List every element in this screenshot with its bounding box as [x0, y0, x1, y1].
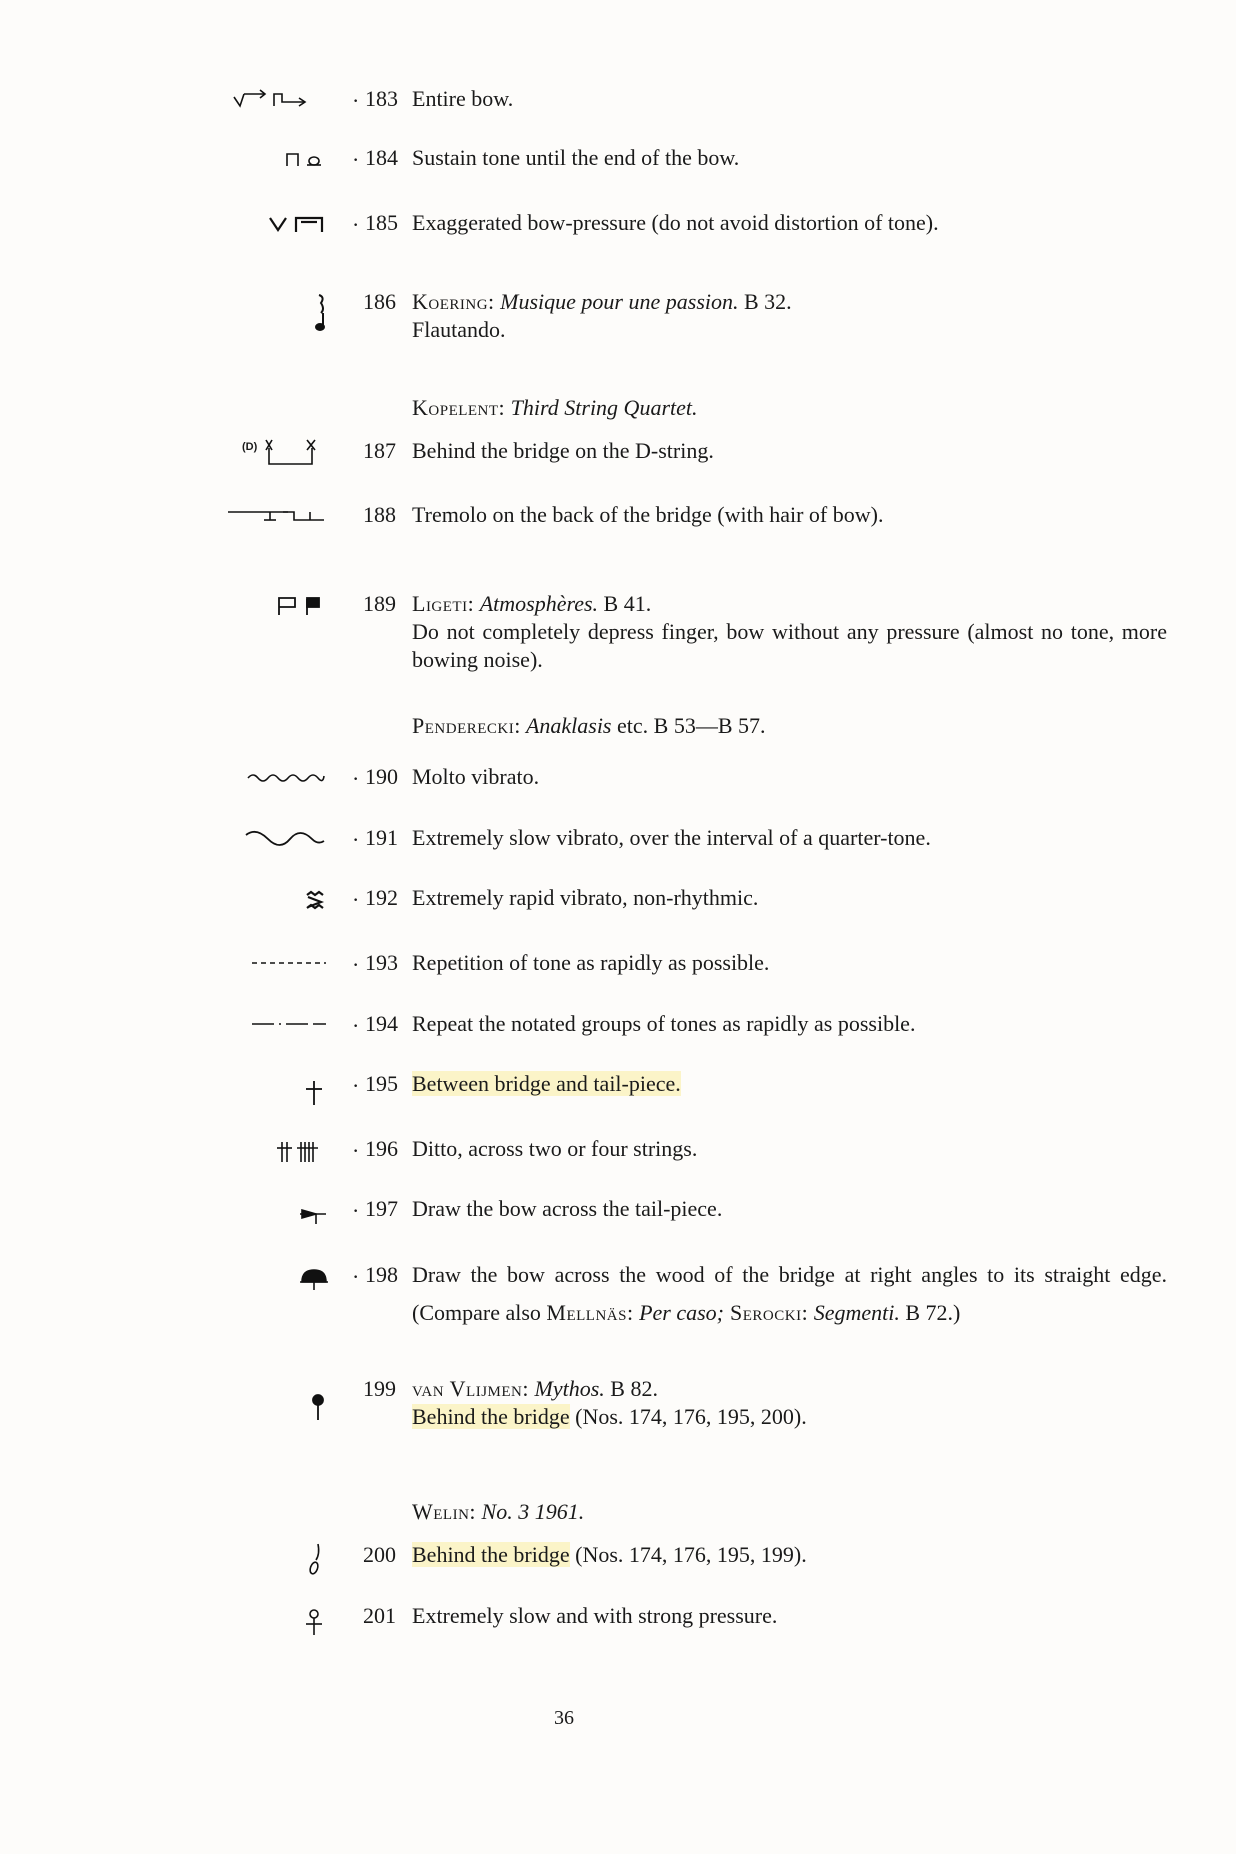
work-title: Mythos. [529, 1376, 605, 1401]
entry-text [412, 1070, 1167, 1098]
description: Draw the bow across the wood of the bridge at right angles to its straight edge. (Compare also [412, 1262, 1167, 1325]
bullet: · [352, 1013, 360, 1038]
entire-bow-symbol-icon [234, 88, 324, 110]
reference: B 32. [738, 289, 792, 314]
description [412, 1403, 1167, 1431]
page-number: 36 [554, 1707, 574, 1729]
dash-dot-line-icon [252, 1021, 326, 1027]
work-title: Segmenti. [808, 1300, 900, 1325]
highlighted-text: Behind the bridge [412, 1542, 570, 1567]
reference: B 72.) [899, 1300, 961, 1325]
description: Do not completely depress finger, bow without any pressure (almost no tone, more bowing noise). [412, 619, 1167, 672]
bow-pressure-icon [268, 212, 328, 234]
section-heading-penderecki [412, 713, 766, 739]
cross-symbol-icon [304, 1081, 324, 1105]
entry-text: Molto vibrato. [412, 764, 540, 789]
entry-text: Exaggerated bow-pressure (do not avoid distortion of tone). [412, 210, 939, 235]
composer: Penderecki: [412, 713, 521, 738]
entry-number: 190 [365, 764, 398, 789]
entry-text [412, 590, 1167, 674]
entry-text [412, 1256, 1167, 1332]
entry-number: 183 [365, 86, 398, 111]
work-title: Atmosphères. [479, 591, 599, 616]
work-title: No. 3 1961. [476, 1499, 585, 1524]
entry-number: 199 [363, 1376, 396, 1401]
description-rest: (Nos. 174, 176, 195, 200). [569, 1404, 807, 1429]
entry-text [412, 288, 1167, 344]
entry-number: 189 [363, 591, 396, 616]
note-stem-symbol-icon [308, 1542, 324, 1578]
entry-number: 196 [365, 1136, 398, 1161]
work-title: Anaklasis [520, 713, 612, 738]
description-rest: (Nos. 174, 176, 195, 199). [569, 1542, 807, 1567]
bullet: · [352, 887, 360, 912]
reference: etc. B 53—B 57. [611, 713, 766, 738]
work-title: Per caso; [633, 1300, 724, 1325]
tremolo-back-of-bridge-icon [228, 504, 328, 524]
description: Flautando. [412, 317, 506, 342]
entry-text [412, 1375, 1167, 1431]
entry-number: 195 [365, 1071, 398, 1096]
citation [412, 1375, 1167, 1403]
entry-number: 201 [363, 1603, 396, 1628]
entry-number: 200 [363, 1542, 396, 1567]
flautando-note-icon [313, 293, 329, 333]
section-heading-welin [412, 1499, 584, 1525]
entry-number: 187 [363, 438, 396, 463]
composer: Ligeti: [412, 591, 475, 616]
down-bow-sustain-icon [286, 149, 326, 169]
composer: Koering: [412, 289, 495, 314]
citation [412, 288, 1167, 316]
bridge-wood-bow-icon [300, 1266, 328, 1292]
reference: B 41. [598, 591, 652, 616]
composer: van Vlijmen: [412, 1376, 529, 1401]
slow-vibrato-wave-icon [246, 827, 326, 851]
entry-text: Sustain tone until the end of the bow. [412, 145, 740, 170]
bullet: · [352, 147, 360, 172]
entry-text: Repetition of tone as rapidly as possible. [412, 950, 770, 975]
bullet: · [352, 952, 360, 977]
entry-text: Extremely slow and with strong pressure. [412, 1603, 778, 1628]
entry-text: Tremolo on the back of the bridge (with hair of bow). [412, 502, 884, 527]
bullet: · [352, 212, 360, 237]
finger-not-depressed-icon [277, 595, 327, 617]
composer: Welin: [412, 1499, 477, 1524]
rapid-vibrato-icon [305, 889, 325, 911]
string-label: (D) [242, 441, 258, 453]
tail-piece-bow-icon [300, 1206, 328, 1226]
composer: Kopelent: [412, 395, 506, 420]
reference: B 82. [604, 1376, 658, 1401]
entry-text: Entire bow. [412, 86, 514, 111]
entry-text: Extremely rapid vibrato, non-rhythmic. [412, 885, 759, 910]
bullet: · [352, 88, 360, 113]
entry-number: 185 [365, 210, 398, 235]
pin-symbol-icon [310, 1394, 326, 1422]
entry-text: Ditto, across two or four strings. [412, 1136, 698, 1161]
work-title: Musique pour une passion. [500, 289, 739, 314]
entry-number: 197 [365, 1196, 398, 1221]
bullet: · [352, 766, 360, 791]
entry-number: 186 [363, 289, 396, 314]
bullet: · [352, 1138, 360, 1163]
composer: Serocki: [724, 1300, 809, 1325]
entry-text: Draw the bow across the tail-piece. [412, 1196, 723, 1221]
entry-number: 192 [365, 885, 398, 910]
circle-cross-symbol-icon [304, 1609, 324, 1635]
bullet: · [352, 827, 360, 852]
highlighted-text: Between bridge and tail-piece. [412, 1071, 681, 1096]
composer: Mellnäs: [546, 1300, 634, 1325]
entry-number: 194 [365, 1011, 398, 1036]
entry-text: Extremely slow vibrato, over the interval of a quarter-tone. [412, 825, 931, 850]
entry-text: Repeat the notated groups of tones as rapidly as possible. [412, 1011, 916, 1036]
bullet: · [352, 1073, 360, 1098]
bullet: · [352, 1198, 360, 1223]
citation [412, 590, 1167, 618]
bullet: · [352, 1264, 360, 1289]
entry-number: 191 [365, 825, 398, 850]
highlighted-text: Behind the bridge [412, 1404, 570, 1429]
multi-string-cross-icon [276, 1140, 322, 1162]
dashed-line-repetition-icon [252, 960, 326, 966]
work-title: Third String Quartet. [505, 395, 698, 420]
entry-text: Behind the bridge on the D-string. [412, 438, 714, 463]
entry-number: 193 [365, 950, 398, 975]
entry-text [412, 1541, 1167, 1569]
molto-vibrato-wave-icon [248, 770, 328, 784]
entry-number: 198 [365, 1262, 398, 1287]
entry-number: 188 [363, 502, 396, 527]
entry-number: 184 [365, 145, 398, 170]
section-heading-kopelent [412, 395, 698, 421]
